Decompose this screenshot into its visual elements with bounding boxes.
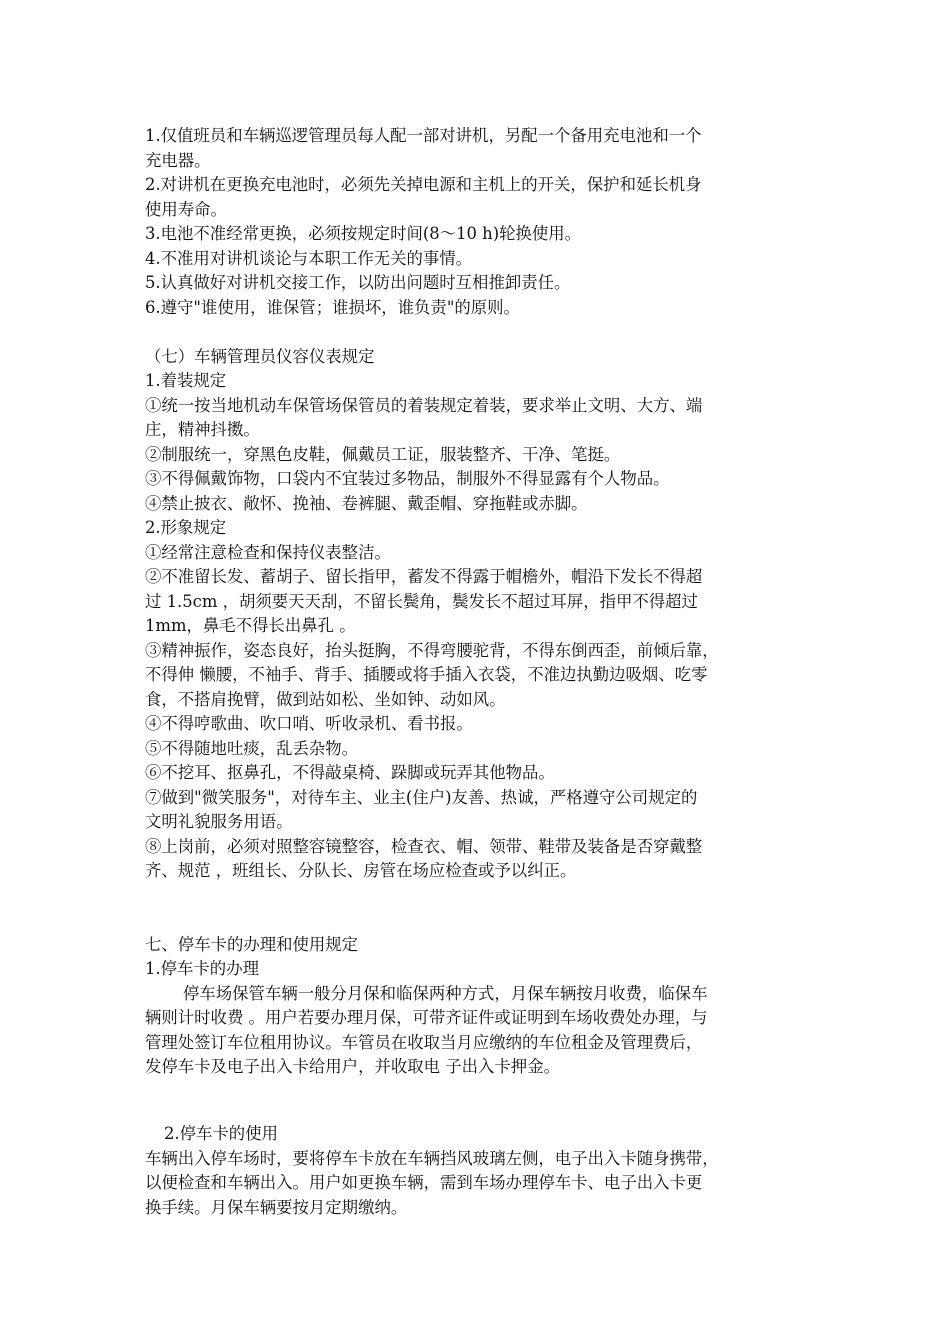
rule-line: 庄，精神抖擞。 bbox=[145, 420, 260, 439]
parking-card-usage bbox=[145, 1122, 835, 1220]
subsection-heading: 1.停车卡的办理 bbox=[145, 959, 259, 978]
rule-line: 5.认真做好对讲机交接工作，以防出问题时互相推卸责任。 bbox=[145, 273, 571, 292]
rule-line: ①经常注意检查和保持仪表整洁。 bbox=[145, 542, 391, 562]
section-heading: （七）车辆管理员仪容仪表规定 bbox=[145, 346, 375, 366]
rule-line: ③不得佩戴饰物，口袋内不宜装过多物品，制服外不得显露有个人物品。 bbox=[145, 469, 670, 488]
rule-line: ④禁止披衣、敞怀、挽袖、卷裤腿、戴歪帽、穿拖鞋或赤脚。 bbox=[145, 493, 588, 513]
appearance-rules bbox=[145, 345, 825, 884]
paragraph-line: 换手续。月保车辆要按月定期缴纳。 bbox=[145, 1197, 408, 1217]
subsection-heading: 2.停车卡的使用 bbox=[164, 1124, 278, 1143]
rule-line: 齐、规范 ，班组长、分队长、房管在场应检查或予以纠正。 bbox=[145, 861, 577, 880]
rule-line: 1mm，鼻毛不得长出鼻孔 。 bbox=[145, 616, 356, 635]
rule-line: 充电器。 bbox=[145, 150, 211, 170]
rule-line: ②不准留长发、蓄胡子、留长指甲，蓄发不得露于帽檐外，帽沿下发长不得超 bbox=[145, 567, 703, 586]
rule-line: ⑥不挖耳、抠鼻孔，不得敲桌椅、跺脚或玩弄其他物品。 bbox=[145, 763, 555, 782]
rule-line: 2.对讲机在更换充电池时，必须先关掉电源和主机上的开关，保护和延长机身 bbox=[145, 175, 702, 194]
rule-line: 使用寿命。 bbox=[145, 199, 227, 219]
document-body bbox=[145, 124, 825, 1080]
rule-line: 过 1.5cm ，胡须要天天刮，不留长鬓角，鬓发长不超过耳屏，指甲不得超过 bbox=[145, 591, 698, 611]
rule-line: 1.仅值班员和车辆巡逻管理员每人配一部对讲机，另配一个备用充电池和一个 bbox=[145, 126, 702, 145]
rule-line: ②制服统一，穿黑色皮鞋，佩戴员工证，服装整齐、干净、笔挺。 bbox=[145, 444, 621, 464]
rule-line: 4.不准用对讲机谈论与本职工作无关的事情。 bbox=[145, 248, 473, 268]
subsection-heading: 1.着装规定 bbox=[145, 371, 227, 390]
paragraph-line: 车辆出入停车场时，要将停车卡放在车辆挡风玻璃左侧，电子出入卡随身携带， bbox=[145, 1148, 719, 1168]
rule-line: 3.电池不准经常更换，必须按规定时间(8～10 h)轮换使用。 bbox=[145, 224, 582, 243]
rule-line: ④不得哼歌曲、吹口哨、听收录机、看书报。 bbox=[145, 714, 473, 733]
rule-line: ⑦做到"微笑服务"，对待车主、业主(住户)友善、热诚，严格遵守公司规定的 bbox=[145, 787, 698, 807]
rule-line: ③精神振作，姿态良好，抬头挺胸，不得弯腰驼背，不得东倒西歪，前倾后靠， bbox=[145, 640, 719, 660]
rule-line: 文明礼貌服务用语。 bbox=[145, 812, 293, 831]
walkie-talkie-rules bbox=[145, 124, 825, 320]
rule-line: 6.遵守"谁使用，谁保管；谁损坏，谁负责"的原则。 bbox=[145, 297, 520, 317]
paragraph-line: 发停车卡及电子出入卡给用户，并收取电 子出入卡押金。 bbox=[145, 1057, 560, 1076]
rule-line: ①统一按当地机动车保管场保管员的着装规定着装，要求举止文明、大方、端 bbox=[145, 395, 703, 415]
parking-card-rules bbox=[145, 933, 825, 1080]
rule-line: 不得伸 懒腰，不袖手、背手、插腰或将手插入衣袋，不准边执勤边吸烟、吃零 bbox=[145, 665, 708, 684]
rule-line: 食，不搭肩挽臂，做到站如松、坐如钟、动如风。 bbox=[145, 689, 506, 709]
paragraph-line: 辆则计时收费 。用户若要办理月保，可带齐证件或证明到车场收费处办理，与 bbox=[145, 1008, 708, 1027]
rule-line: ⑧上岗前，必须对照整容镜整容，检查衣、帽、领带、鞋带及装备是否穿戴整 bbox=[145, 836, 703, 856]
section-heading: 七、停车卡的办理和使用规定 bbox=[145, 934, 359, 954]
rule-line: ⑤不得随地吐痰，乱丢杂物。 bbox=[145, 738, 359, 758]
paragraph-line: 以便检查和车辆出入。用户如更换车辆，需到车场办理停车卡、电子出入卡更 bbox=[145, 1173, 703, 1192]
paragraph-line: 停车场保管车辆一般分月保和临保两种方式，月保车辆按月收费，临保车 bbox=[183, 983, 708, 1003]
subsection-heading: 2.形象规定 bbox=[145, 518, 227, 537]
paragraph-line: 管理处签订车位租用协议。车管员在收取当月应缴纳的车位租金及管理费后， bbox=[145, 1032, 703, 1052]
